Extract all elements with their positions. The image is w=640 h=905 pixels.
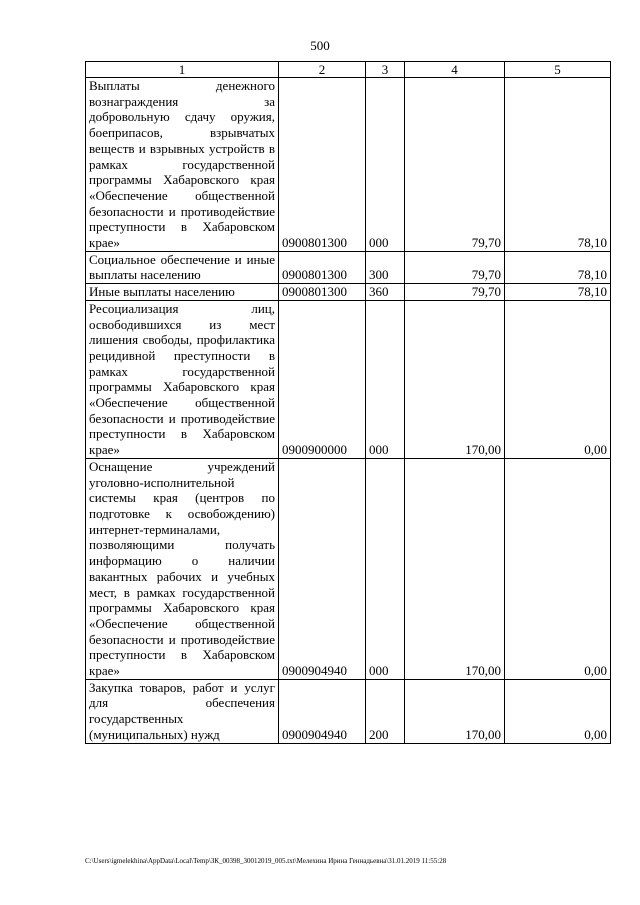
row-sum-2: 0,00 (505, 679, 611, 743)
row-expense-type: 000 (366, 300, 405, 458)
row-sum-1: 170,00 (405, 679, 505, 743)
header-col-3: 3 (366, 62, 405, 78)
row-sum-2: 78,10 (505, 251, 611, 283)
row-sum-1: 170,00 (405, 300, 505, 458)
row-code: 0900900000 (279, 300, 366, 458)
row-sum-2: 0,00 (505, 458, 611, 679)
header-col-5: 5 (505, 62, 611, 78)
row-name: Закупка товаров, работ и услуг для обеспечения государственных (муниципальных) нужд (86, 679, 279, 743)
table-row (86, 679, 611, 743)
row-expense-type: 200 (366, 679, 405, 743)
row-name: Выплаты денежного вознаграждения за добровольную сдачу оружия, боеприпасов, взрывчатых веществ и взрывных устройств в рамках государственной программы Хабаровского края «Обеспечение общественной безопасности и противодействие преступности в Хабаровском крае» (86, 78, 279, 252)
row-name: Иные выплаты населению (86, 284, 279, 301)
row-name: Социальное обеспечение и иные выплаты населению (86, 251, 279, 283)
table-header-row (86, 62, 611, 78)
row-sum-1: 170,00 (405, 458, 505, 679)
table-row (86, 300, 611, 458)
row-expense-type: 300 (366, 251, 405, 283)
row-expense-type: 360 (366, 284, 405, 301)
row-code: 0900904940 (279, 679, 366, 743)
row-name: Оснащение учреждений уголовно-исполнительной системы края (центров по подготовке к освобождению) интернет-терминалами, позволяющими получать информацию о наличии вакантных рабочих и учебных мест, в рамках государственной программы Хабаровского края «Обеспечение общественной безопасности и противодействие преступности в Хабаровском крае» (86, 458, 279, 679)
budget-table (85, 61, 611, 744)
row-name: Ресоциализация лиц, освободившихся из мест лишения свободы, профилактика рецидивной преступности в рамках государственной программы Хабаровского края «Обеспечение общественной безопасности и противодействие преступности в Хабаровском крае» (86, 300, 279, 458)
header-col-4: 4 (405, 62, 505, 78)
page-number: 500 (310, 38, 330, 53)
row-sum-2: 0,00 (505, 300, 611, 458)
row-code: 0900801300 (279, 284, 366, 301)
row-code: 0900904940 (279, 458, 366, 679)
row-sum-1: 79,70 (405, 78, 505, 252)
file-path-footer: C:\Users\igmelekhina\AppData\Local\Temp\ЗК_00398_30012019_005.txt\Мелехина Ирина Геннадьевна\31.01.2019 11:55:28 (85, 857, 447, 865)
row-expense-type: 000 (366, 78, 405, 252)
row-code: 0900801300 (279, 251, 366, 283)
table-row (86, 284, 611, 301)
row-code: 0900801300 (279, 78, 366, 252)
row-sum-1: 79,70 (405, 251, 505, 283)
row-sum-2: 78,10 (505, 284, 611, 301)
row-sum-2: 78,10 (505, 78, 611, 252)
table-row (86, 251, 611, 283)
header-col-1: 1 (86, 62, 279, 78)
header-col-2: 2 (279, 62, 366, 78)
table-row (86, 458, 611, 679)
row-expense-type: 000 (366, 458, 405, 679)
table-row (86, 78, 611, 252)
row-sum-1: 79,70 (405, 284, 505, 301)
